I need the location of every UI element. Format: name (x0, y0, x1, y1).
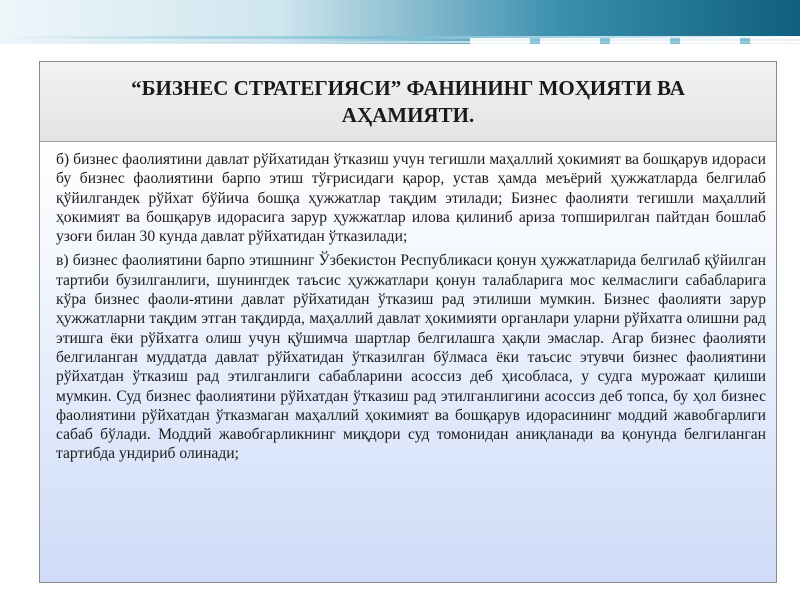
header-decoration-band (0, 0, 800, 44)
slide-title: “БИЗНЕС СТРАТЕГИЯСИ” ФАНИНИНГ МОҲИЯТИ ВА АҲАМИЯТИ. (131, 75, 685, 127)
slide-frame (39, 61, 777, 583)
title-box (40, 62, 776, 142)
paragraph-b: б) бизнес фаолиятини давлат рўйхатидан ўтказиш учун тегишли маҳаллий ҳокимият ва бошқарув идораси бу бизнес фаолиятини барпо этиш тўғрисидаги қарор, устав ҳамда меъёрий ҳужжатларда белгилаб қўйилгандек рўйхат бўйича бошқа ҳужжатлар тақдим этилади; Бизнес фаолияти тегишли маҳаллий ҳокимият ва бошқарув идорасига зарур ҳужжатлар илова қилиниб ариза топширилган пайтдан бошлаб узоғи билан 30 кунда давлат рўйхатидан ўтказилади; (56, 151, 766, 246)
content-box (40, 142, 776, 582)
header-dash-line (470, 38, 800, 44)
paragraph-v: в) бизнес фаолиятини барпо этишнинг Ўзбекистон Республикаси қонун ҳужжатларида белгилаб қўйилган тартиби бузилганлиги, шунингдек таъсис ҳужжатлари қонун талабларига мос келмаслиги сабабларига кўра бизнес фаоли-ятини давлат рўйхатидан ўтказиш рад этилиши мумкин. Бизнес фаолияти зарур ҳужжатларни тақдим этган тақдирда, маҳаллий давлат ҳокимияти органлари уларни рўйхатга олишни рад этишга ёки рўйхатга олиш учун қўшимча шартлар белгилашга ҳақли эмаслар. Агар бизнес фаолияти белгиланган муддатда давлат рўйхатидан ўтказилган бўлмаса ёки таъсис этувчи бизнес фаолиятини рўйхатдан ўтказиш рад этилганлиги сабабларини асоссиз деб ҳисобласа, у судга мурожаат қилиши мумкин. Суд бизнес фаолиятини рўйхатдан ўтказиш рад этилганлигини асоссиз деб топса, бу ҳол бизнес фаолиятини рўйхатдан ўтказмаган маҳаллий ҳокимият ва бошқарув идорасининг моддий жавобгарлиги сабаб бўлади. Моддий жавобгарликнинг миқдори суд томонидан аниқланади ва қонунда белгиланган тартибда ундириб олинади; (56, 252, 766, 463)
